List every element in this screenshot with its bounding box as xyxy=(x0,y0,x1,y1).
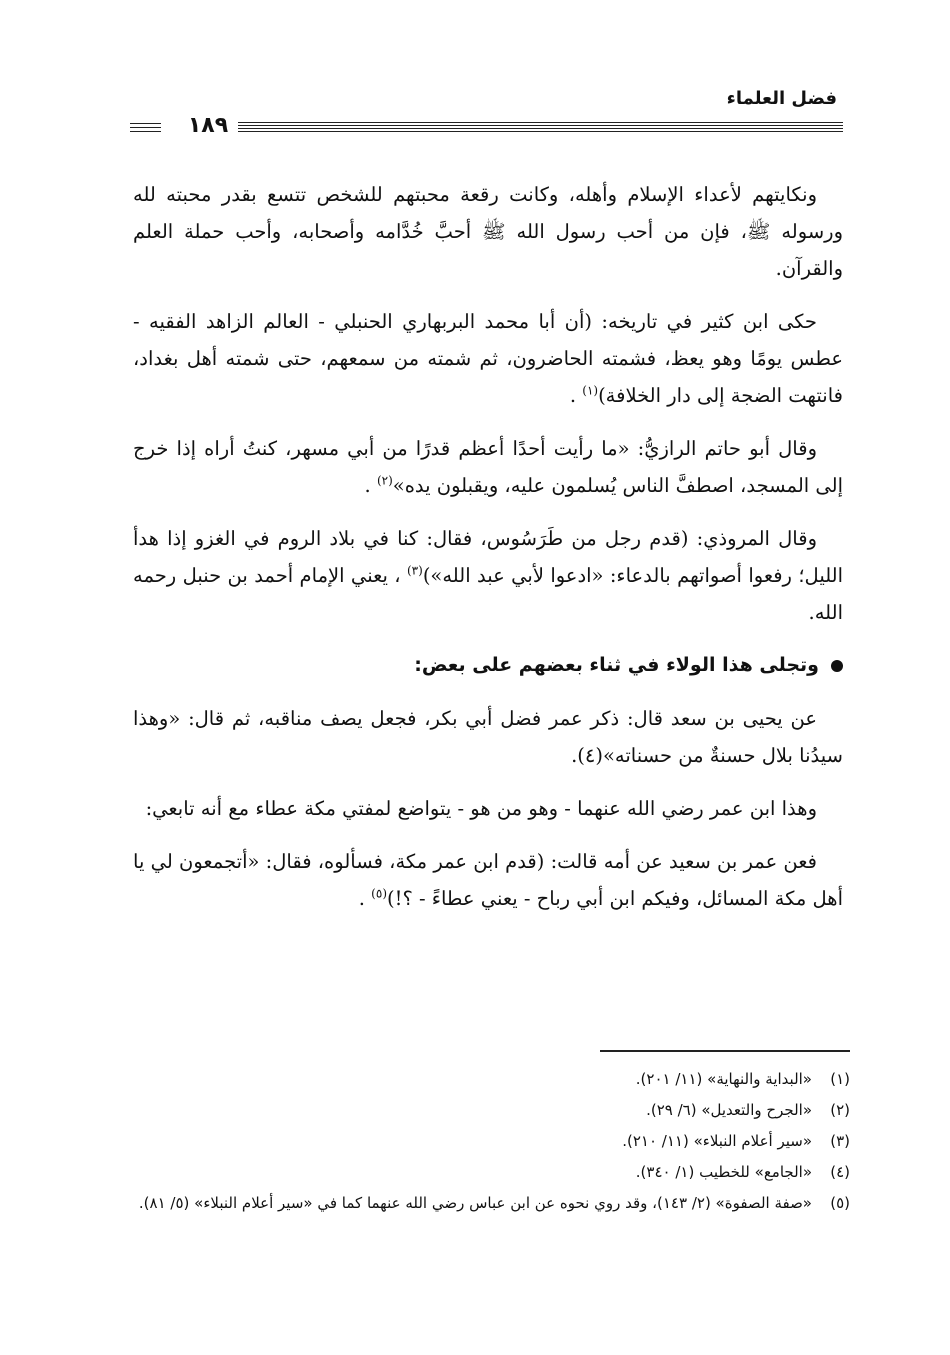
body-text xyxy=(133,176,843,933)
footnote-separator xyxy=(600,1050,850,1052)
paragraph-5: عن يحيى بن سعد قال: ذكر عمر فضل أبي بكر، فجعل يصف مناقبه، ثم قال: «وهذا سيدُنا بلال حسنةٌ من حسناته»(٤). xyxy=(133,707,843,767)
footnote: (٥) «صفة الصفوة» (٢/ ١٤٣)، وقد روي نحوه عن ابن عباس رضي الله عنهما كما في «سير أعلام النبلاء» (٥/ ٨١). xyxy=(138,1194,850,1212)
paragraph-1: ونكايتهم لأعداء الإسلام وأهله، وكانت رقعة محبتهم للشخص تتسع بقدر محبته لله ورسوله ﷺ، فإن من أحب رسول الله ﷺ أحبَّ خُدَّامه وأصحابه، وأحب حملة العلم والقرآن. xyxy=(133,183,843,280)
paragraph-6: وهذا ابن عمر رضي الله عنهما - وهو من هو - يتواضع لمفتي مكة عطاء مع أنه تابعي: xyxy=(145,797,817,820)
footnote: (٢) «الجرح والتعديل» (٦/ ٢٩). xyxy=(646,1101,850,1119)
footnote-ref-1: (١) xyxy=(582,383,599,398)
footnote: (٤) «الجامع» للخطيب (١/ ٣٤٠). xyxy=(635,1163,850,1181)
footnote-ref-5: (٥) xyxy=(371,886,387,901)
paragraph-2: حكى ابن كثير في تاريخه: (أن أبا محمد البربهاري الحنبلي - العالم الزاهد الفقيه - عطس يومًا وهو يعظ، فشمته الحاضرون، ثم شمته من سمعهم، حتى شمته أهل بغداد، فانتهت الضجة إلى دار الخلافة)$^{(١)}$ . xyxy=(133,310,843,407)
bullet-heading: وتجلى هذا الولاء في ثناء بعضهم على بعض: xyxy=(133,647,843,684)
page-number: ١٨٩ xyxy=(178,113,238,139)
footnote: (٣) «سير أعلام النبلاء» (١١/ ٢١٠). xyxy=(622,1132,850,1150)
footnotes xyxy=(120,1064,850,1219)
running-title: فضل العلماء xyxy=(726,88,837,109)
paragraph-3: وقال أبو حاتم الرازيُّ: «ما رأيت أحدًا أعظم قدرًا من أبي مسهر، كنتُ أراه إذا خرج إلى المسجد، اصطفَّ الناس يُسلمون عليه، ويقبلون يده»$^{(٢)}$ . xyxy=(133,437,843,497)
footnote: (١) «البداية والنهاية» (١١/ ٢٠١). xyxy=(635,1070,850,1088)
paragraph-7: فعن عمر بن سعيد عن أمه قالت: (قدم ابن عمر مكة، فسألوه، فقال: «أتجمعون لي يا أهل مكة المسائل، وفيكم ابن أبي رباح - يعني عطاءً - ؟!)$^{(٥)}$ . xyxy=(133,850,843,910)
bullet-icon xyxy=(831,660,843,672)
paragraph-4: وقال المروذي: (قدم رجل من طَرَسُوس، فقال: كنا في بلاد الروم في الغزو إذا هدأ الليل؛ رفعوا أصواتهم بالدعاء: «ادعوا لأبي عبد الله»)$^{(٣)}$ ، يعني الإمام أحمد بن حنبل رحمه الله. xyxy=(133,527,844,624)
footnote-ref-2: (٢) xyxy=(376,473,393,488)
footnote-ref-3: (٣) xyxy=(406,563,423,578)
